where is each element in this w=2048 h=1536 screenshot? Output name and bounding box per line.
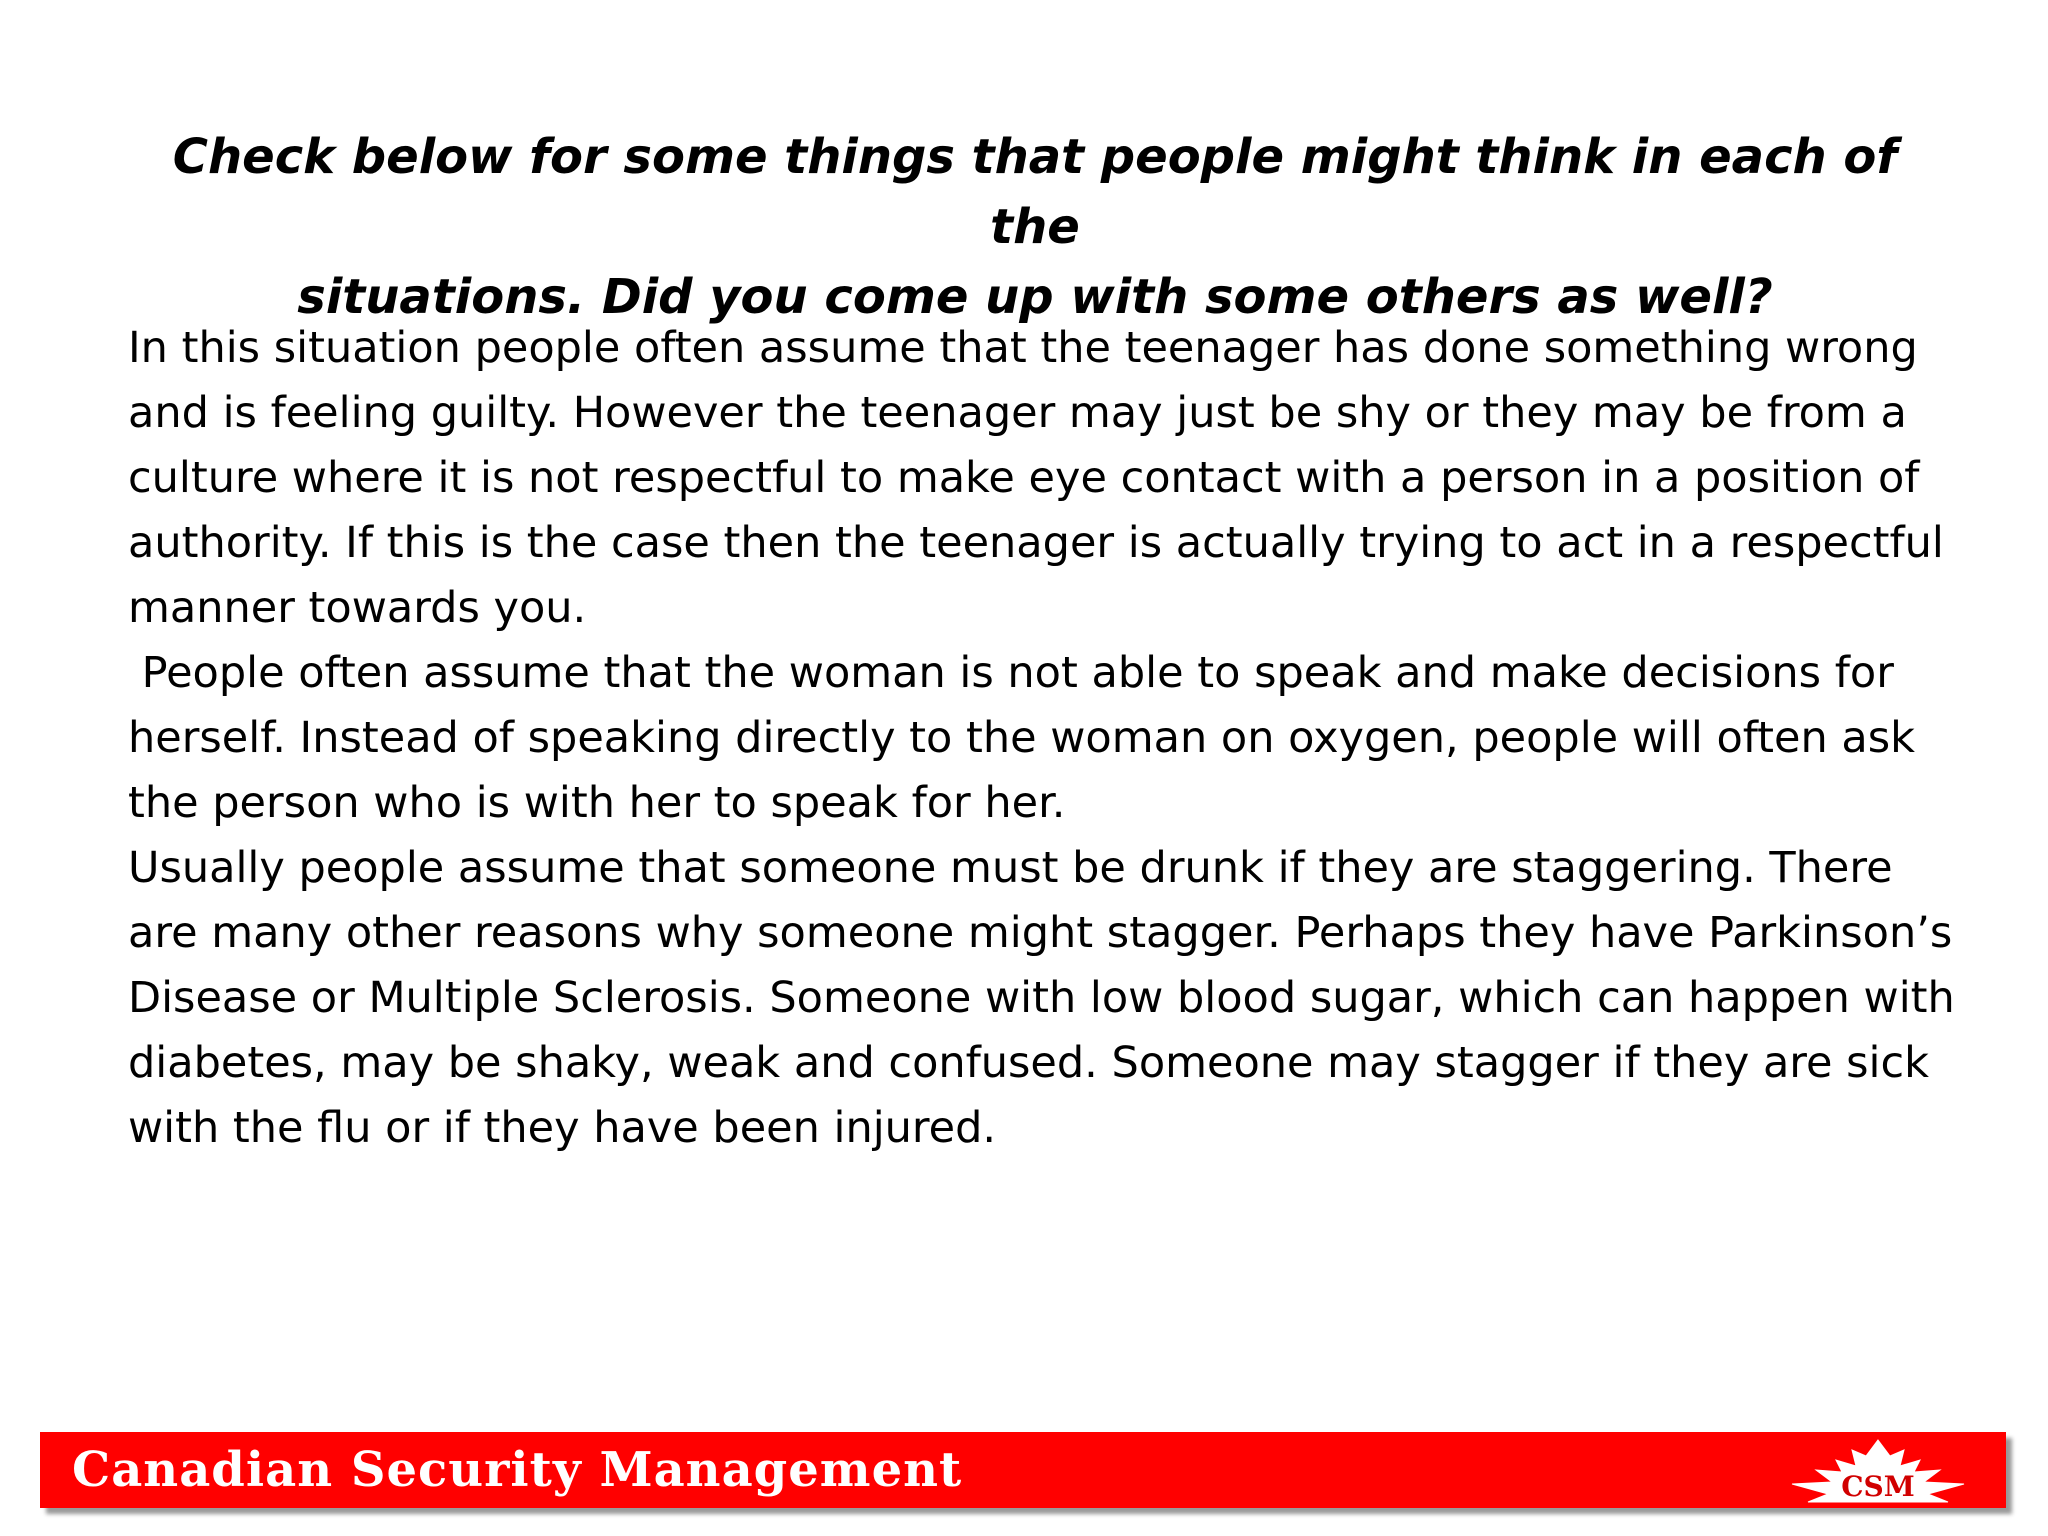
company-name: Canadian Security Management [72,1442,963,1498]
logo-text: CSM [1841,1470,1915,1503]
paragraph-teenager: In this situation people often assume that the teenager has done something wrong and is feeling guilty. However the teenager may just be shy or they may be from a culture where it is not respectful to make eye contact with a person in a position of authority. If this is the case then the teenager is actually trying to act in a respectful manner towards you. [128,323,1944,633]
title-line-1: Check below for some things that people might think in each of the [172,129,1898,255]
paragraph-staggering: Usually people assume that someone must be drunk if they are staggering. There are many other reasons why someone might stagger. Perhaps they have Parkinson’s Disease or Multiple Sclerosis. Someone with low blood sugar, which can happen with diabetes, may be shaky, weak and confused. Someone may stagger if they are sick with the flu or if they have been injured. [128,843,1955,1153]
maple-leaf-icon [1778,1436,1978,1504]
paragraph-woman-oxygen: People often assume that the woman is not able to speak and make decisions for herself. Instead of speaking directly to the woman on oxygen, people will often ask the person who is with her to speak for her. [128,648,1929,828]
footer-banner [40,1432,2006,1508]
slide-title [160,122,1910,332]
title-line-2: situations. Did you come up with some others as well? [297,269,1773,325]
body-text [128,316,1958,1161]
